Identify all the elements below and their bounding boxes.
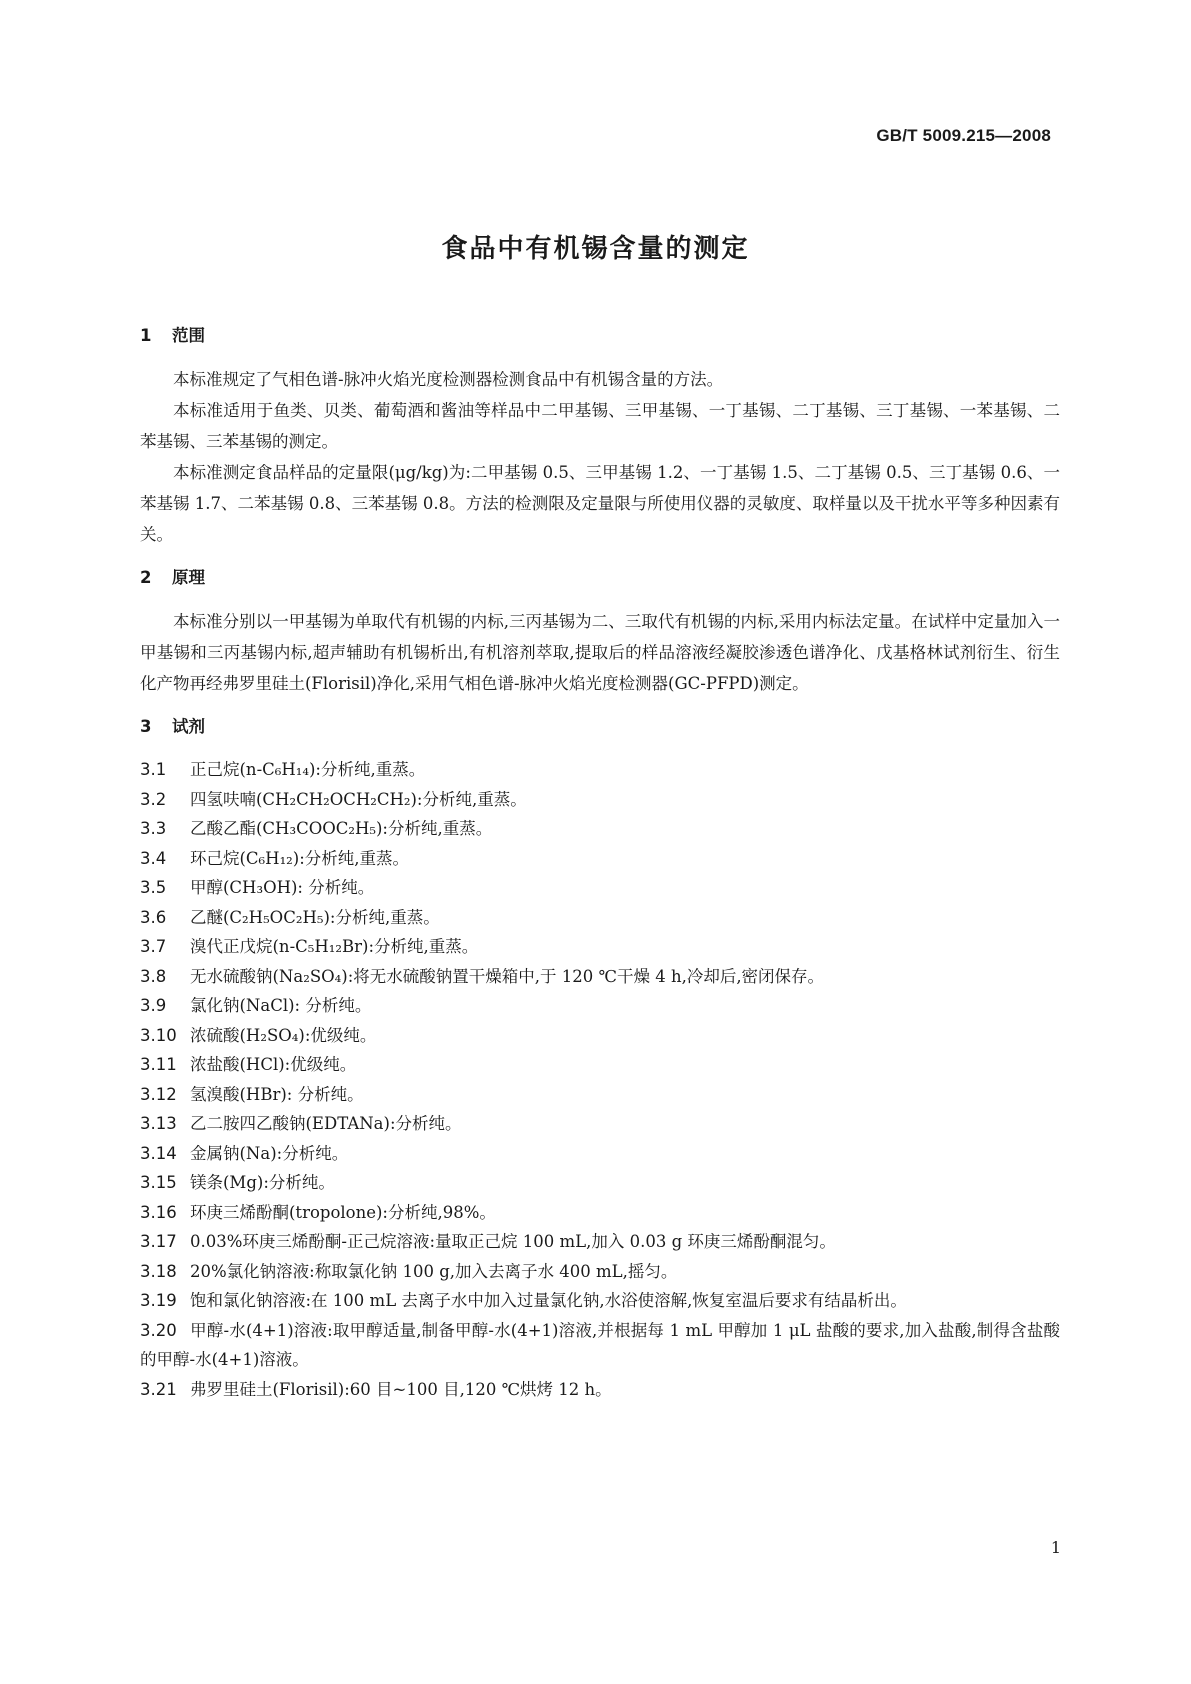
item-text: 氢溴酸(HBr): 分析纯。 [190, 1084, 364, 1104]
reagent-item [140, 1257, 1060, 1287]
principle-paragraph: 本标准分别以一甲基锡为单取代有机锡的内标,三丙基锡为二、三取代有机锡的内标,采用内标法定量。在试样中定量加入一甲基锡和三丙基锡内标,超声辅助有机锡析出,有机溶剂萃取,提取后的样品溶液经凝胶渗透色谱净化、戊基格林试剂衍生、衍生化产物再经弗罗里硅土(Florisil)净化,采用气相色谱-脉冲火焰光度检测器(GC-PFPD)测定。 [140, 612, 1060, 693]
scope-paragraph: 本标准适用于鱼类、贝类、葡萄酒和酱油等样品中二甲基锡、三甲基锡、一丁基锡、二丁基锡、三丁基锡、一苯基锡、二苯基锡、三苯基锡的测定。 [140, 401, 1060, 451]
section-title: 原理 [172, 568, 205, 587]
reagent-item [140, 1080, 1060, 1110]
item-text: 浓盐酸(HCl):优级纯。 [190, 1055, 357, 1074]
item-number: 3.15 [140, 1173, 177, 1192]
reagent-item [140, 873, 1060, 903]
item-number: 3.18 [140, 1261, 177, 1281]
item-text: 20%氯化钠溶液:称取氯化钠 100 g,加入去离子水 400 mL,摇匀。 [190, 1261, 678, 1281]
scope-paragraph: 本标准测定食品样品的定量限(μg/kg)为:二甲基锡 0.5、三甲基锡 1.2、一丁基锡 1.5、二丁基锡 0.5、三丁基锡 0.6、一苯基锡 1.7、二苯基锡 0.8、三苯基锡 0.8。方法的检测限及定量限与所使用仪器的灵敏度、取样量以及干扰水平等多种因素有关。 [140, 463, 1060, 544]
reagent-item [140, 1021, 1060, 1051]
section-number: 2 [140, 568, 152, 587]
item-text: 镁条(Mg):分析纯。 [190, 1173, 335, 1192]
item-number: 3.5 [140, 878, 167, 897]
reagent-item [140, 903, 1060, 933]
reagent-item [140, 814, 1060, 844]
reagent-list [140, 755, 1060, 1404]
reagent-item [140, 1375, 1060, 1405]
item-text: 0.03%环庚三烯酚酮-正己烷溶液:量取正己烷 100 mL,加入 0.03 g 环庚三烯酚酮混匀。 [190, 1232, 836, 1251]
item-text: 饱和氯化钠溶液:在 100 mL 去离子水中加入过量氯化钠,水浴使溶解,恢复室温后要求有结晶析出。 [190, 1291, 907, 1310]
reagent-item [140, 991, 1060, 1021]
reagent-item [140, 1109, 1060, 1139]
item-text: 氯化钠(NaCl): 分析纯。 [190, 996, 372, 1015]
item-number: 3.11 [140, 1055, 177, 1074]
item-number: 3.4 [140, 848, 167, 868]
item-number: 3.10 [140, 1025, 177, 1045]
item-text: 环庚三烯酚酮(tropolone):分析纯,98%。 [190, 1202, 496, 1222]
item-number: 3.9 [140, 996, 167, 1015]
standard-number: GB/T 5009.215—2008 [876, 126, 1051, 145]
item-text: 金属钠(Na):分析纯。 [190, 1143, 349, 1163]
section-heading-reagents [140, 711, 1060, 743]
item-text: 乙二胺四乙酸钠(EDTANa):分析纯。 [190, 1114, 462, 1133]
reagent-item [140, 844, 1060, 874]
item-number: 3.16 [140, 1202, 177, 1222]
item-text: 环己烷(C₆H₁₂):分析纯,重蒸。 [190, 848, 410, 868]
item-text: 正己烷(n-C₆H₁₄):分析纯,重蒸。 [190, 760, 426, 779]
reagent-item [140, 755, 1060, 785]
item-text: 无水硫酸钠(Na₂SO₄):将无水硫酸钠置干燥箱中,于 120 ℃干燥 4 h,冷却后,密闭保存。 [190, 966, 825, 986]
item-number: 3.3 [140, 819, 167, 838]
item-number: 3.21 [140, 1379, 177, 1399]
reagent-item [140, 1050, 1060, 1080]
reagent-item [140, 962, 1060, 992]
item-number: 3.12 [140, 1084, 177, 1104]
item-number: 3.7 [140, 937, 167, 956]
item-number: 3.17 [140, 1232, 177, 1251]
item-text: 弗罗里硅土(Florisil):60 目~100 目,120 ℃烘烤 12 h。 [190, 1379, 612, 1399]
reagent-item [140, 1168, 1060, 1198]
item-text: 四氢呋喃(CH₂CH₂OCH₂CH₂):分析纯,重蒸。 [190, 789, 527, 809]
reagent-item [140, 932, 1060, 962]
scope-paragraph: 本标准规定了气相色谱-脉冲火焰光度检测器检测食品中有机锡含量的方法。 [173, 370, 724, 389]
item-text: 浓硫酸(H₂SO₄):优级纯。 [190, 1025, 377, 1045]
section-heading-scope [140, 320, 1060, 352]
section-number: 3 [140, 717, 152, 736]
page-number: 1 [1050, 1538, 1061, 1557]
item-text: 甲醇(CH₃OH): 分析纯。 [190, 878, 375, 897]
item-number: 3.20 [140, 1320, 177, 1340]
item-text: 甲醇-水(4+1)溶液:取甲醇适量,制备甲醇-水(4+1)溶液,并根据每 1 mL 甲醇加 1 μL 盐酸的要求,加入盐酸,制得含盐酸的甲醇-水(4+1)溶液。 [140, 1320, 1060, 1369]
item-text: 溴代正戊烷(n-C₅H₁₂Br):分析纯,重蒸。 [190, 937, 479, 956]
reagent-item [140, 785, 1060, 815]
item-number: 3.1 [140, 760, 167, 779]
section-title: 范围 [172, 326, 205, 345]
item-number: 3.2 [140, 789, 167, 809]
section-number: 1 [140, 326, 152, 345]
item-text: 乙酸乙酯(CH₃COOC₂H₅):分析纯,重蒸。 [190, 819, 493, 838]
item-number: 3.6 [140, 907, 167, 927]
section-title: 试剂 [172, 717, 205, 736]
reagent-item [140, 1316, 1060, 1375]
reagent-item [140, 1139, 1060, 1169]
section-heading-principle [140, 562, 1060, 594]
item-number: 3.14 [140, 1143, 177, 1163]
document-title: 食品中有机锡含量的测定 [441, 234, 750, 264]
item-number: 3.19 [140, 1291, 177, 1310]
item-number: 3.13 [140, 1114, 177, 1133]
reagent-item [140, 1286, 1060, 1316]
reagent-item [140, 1227, 1060, 1257]
document-body [140, 320, 1060, 1404]
item-text: 乙醚(C₂H₅OC₂H₅):分析纯,重蒸。 [190, 907, 440, 927]
item-number: 3.8 [140, 966, 167, 986]
reagent-item [140, 1198, 1060, 1228]
